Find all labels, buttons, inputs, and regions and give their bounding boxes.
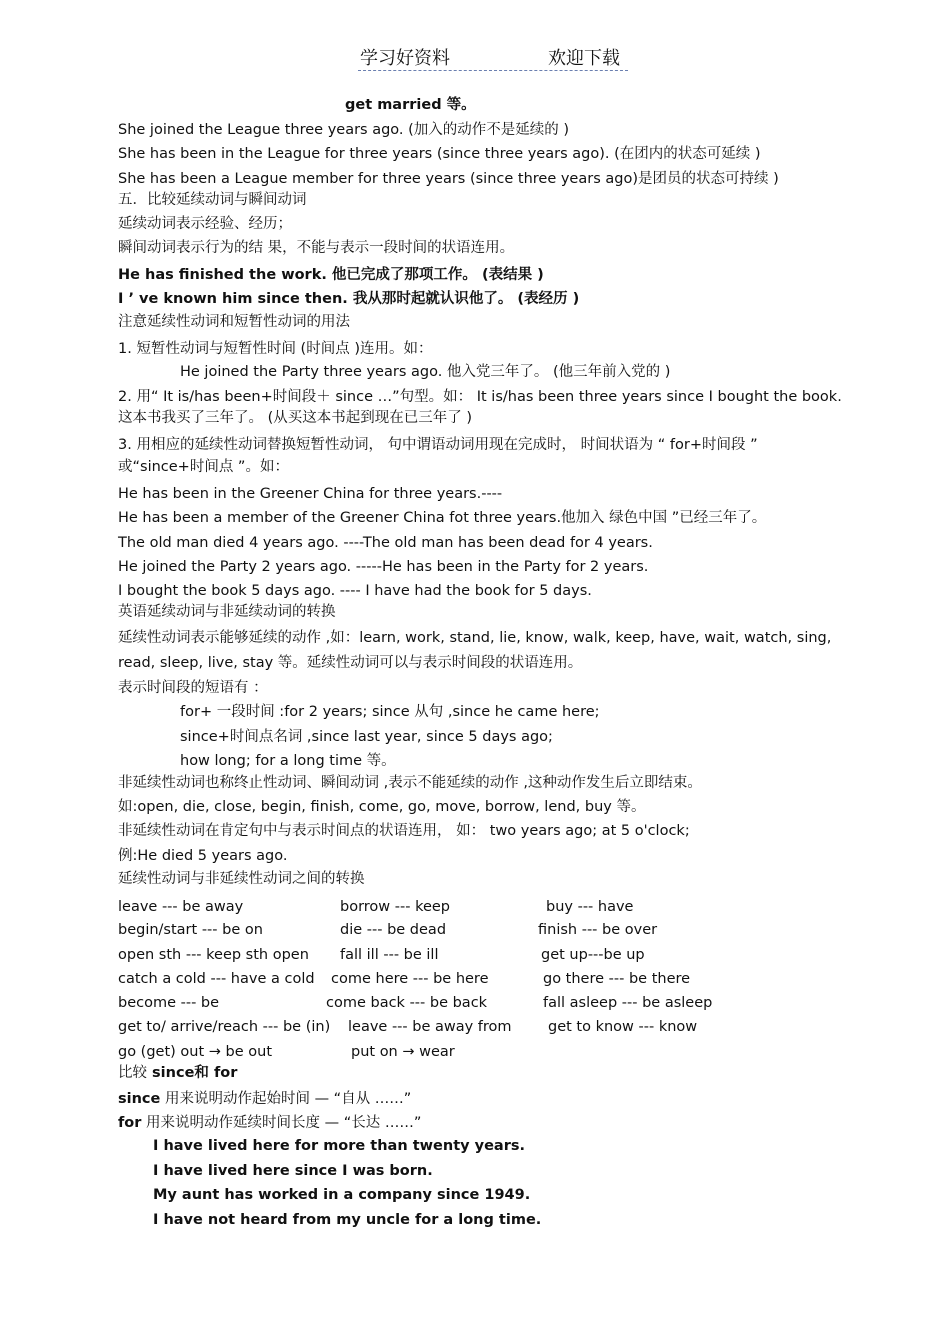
table-cell: open sth --- keep sth open [118,947,309,963]
example-sentence: My aunt has worked in a company since 1949. [153,1187,531,1203]
table-cell: go (get) out → be out [118,1044,273,1060]
line: He has been a member of the Greener China fot three years.他加入 绿色中国 ”已经三年了。 [118,510,767,526]
table-cell: die --- be dead [340,922,447,938]
table-cell: go there --- be there [543,971,691,987]
line: I bought the book 5 days ago. ---- I have had the book for 5 days. [118,583,592,599]
for-definition: for 用来说明动作延续时间长度 — “长达 ……” [118,1115,422,1131]
line: She has been in the League for three years (since three years ago). (在团内的状态可延续 ) [118,146,761,162]
line: She has been a League member for three years (since three years ago)是团员的状态可持续 ) [118,171,779,187]
table-cell: fall asleep --- be asleep [543,995,713,1011]
line: She joined the League three years ago. (加入的动作不是延续的 ) [118,122,570,138]
line: 非延续性动词也称终止性动词、瞬间动词 ,表示不能延续的动作 ,这种动作发生后立即结束。 [118,775,702,791]
table-cell: get up---be up [541,947,645,963]
section-heading: 五．比较延续动词与瞬间动词 [118,192,307,208]
line: He joined the Party three years ago. 他入党三年了。 (他三年前入党的 ) [180,364,671,380]
line: 2. 用“ It is/has been+时间段＋ since …”句型。如： It is/has been three years since I bought the book. [118,389,842,405]
line: He has been in the Greener China for three years.---- [118,486,503,502]
table-cell: fall ill --- be ill [340,947,439,963]
section-heading: 延续性动词与非延续性动词之间的转换 [118,871,365,887]
table-cell: finish --- be over [538,922,658,938]
table-cell: leave --- be away [118,899,244,915]
line-get-married: get married 等。 [345,97,476,113]
page-header [358,44,628,71]
line: for+ 一段时间 :for 2 years; since 从句 ,since he came here; [180,704,600,720]
line: 注意延续性动词和短暂性动词的用法 [118,314,350,330]
line: He joined the Party 2 years ago. -----He has been in the Party for 2 years. [118,559,649,575]
table-cell: come here --- be here [331,971,489,987]
example-line: I ’ ve known him since then. 我从那时起就认识他了。 (表经历 ) [118,291,580,307]
table-cell: begin/start --- be on [118,922,263,938]
header-right: 欢迎下载 [548,48,620,69]
line: 表示时间段的短语有 ： [118,680,268,696]
section-heading: 英语延续动词与非延续动词的转换 [118,604,336,620]
line: The old man died 4 years ago. ----The old man has been dead for 4 years. [118,535,653,551]
line: 例:He died 5 years ago. [118,848,288,864]
example-line: He has finished the work. 他已完成了那项工作。 (表结果 ) [118,267,544,283]
line: how long; for a long time 等。 [180,753,396,769]
header-left: 学习好资料 [360,48,450,69]
line: 这本书我买了三年了。 (从买这本书起到现在已三年了 ) [118,410,473,426]
example-sentence: I have lived here for more than twenty years. [153,1138,525,1154]
table-cell: get to/ arrive/reach --- be (in) [118,1019,331,1035]
line: 或“since+时间点 ”。如： [118,459,289,475]
table-cell: come back --- be back [326,995,488,1011]
compare-title: 比较 since和 for [118,1065,238,1081]
line: 延续动词表示经验、经历； [118,216,292,232]
table-cell: put on → wear [351,1044,455,1060]
table-cell: borrow --- keep [340,899,450,915]
line: 3. 用相应的延续性动词替换短暂性动词， 句中谓语动词用现在完成时， 时间状语为 “ for+时间段 ” [118,437,758,453]
line: 延续性动词表示能够延续的动作 ,如：learn, work, stand, lie, know, walk, keep, have, wait, watch, sing, [118,630,832,646]
line: since+时间点名词 ,since last year, since 5 days ago; [180,729,553,745]
since-definition: since 用来说明动作起始时间 — “自从 ……” [118,1091,412,1107]
line: 瞬间动词表示行为的结 果，不能与表示一段时间的状语连用。 [118,240,515,256]
line: read, sleep, live, stay 等。延续性动词可以与表示时间段的状语连用。 [118,655,583,671]
table-cell: become --- be [118,995,220,1011]
example-sentence: I have not heard from my uncle for a long time. [153,1212,542,1228]
table-cell: leave --- be away from [348,1019,512,1035]
table-cell: catch a cold --- have a cold [118,971,315,987]
line: 如:open, die, close, begin, finish, come, go, move, borrow, lend, buy 等。 [118,799,646,815]
table-cell: buy --- have [546,899,634,915]
table-cell: get to know --- know [548,1019,698,1035]
example-sentence: I have lived here since I was born. [153,1163,433,1179]
line: 1. 短暂性动词与短暂性时间 (时间点 )连用。如： [118,341,433,357]
line: 非延续性动词在肯定句中与表示时间点的状语连用， 如： two years ago; at 5 o'clock; [118,823,690,839]
